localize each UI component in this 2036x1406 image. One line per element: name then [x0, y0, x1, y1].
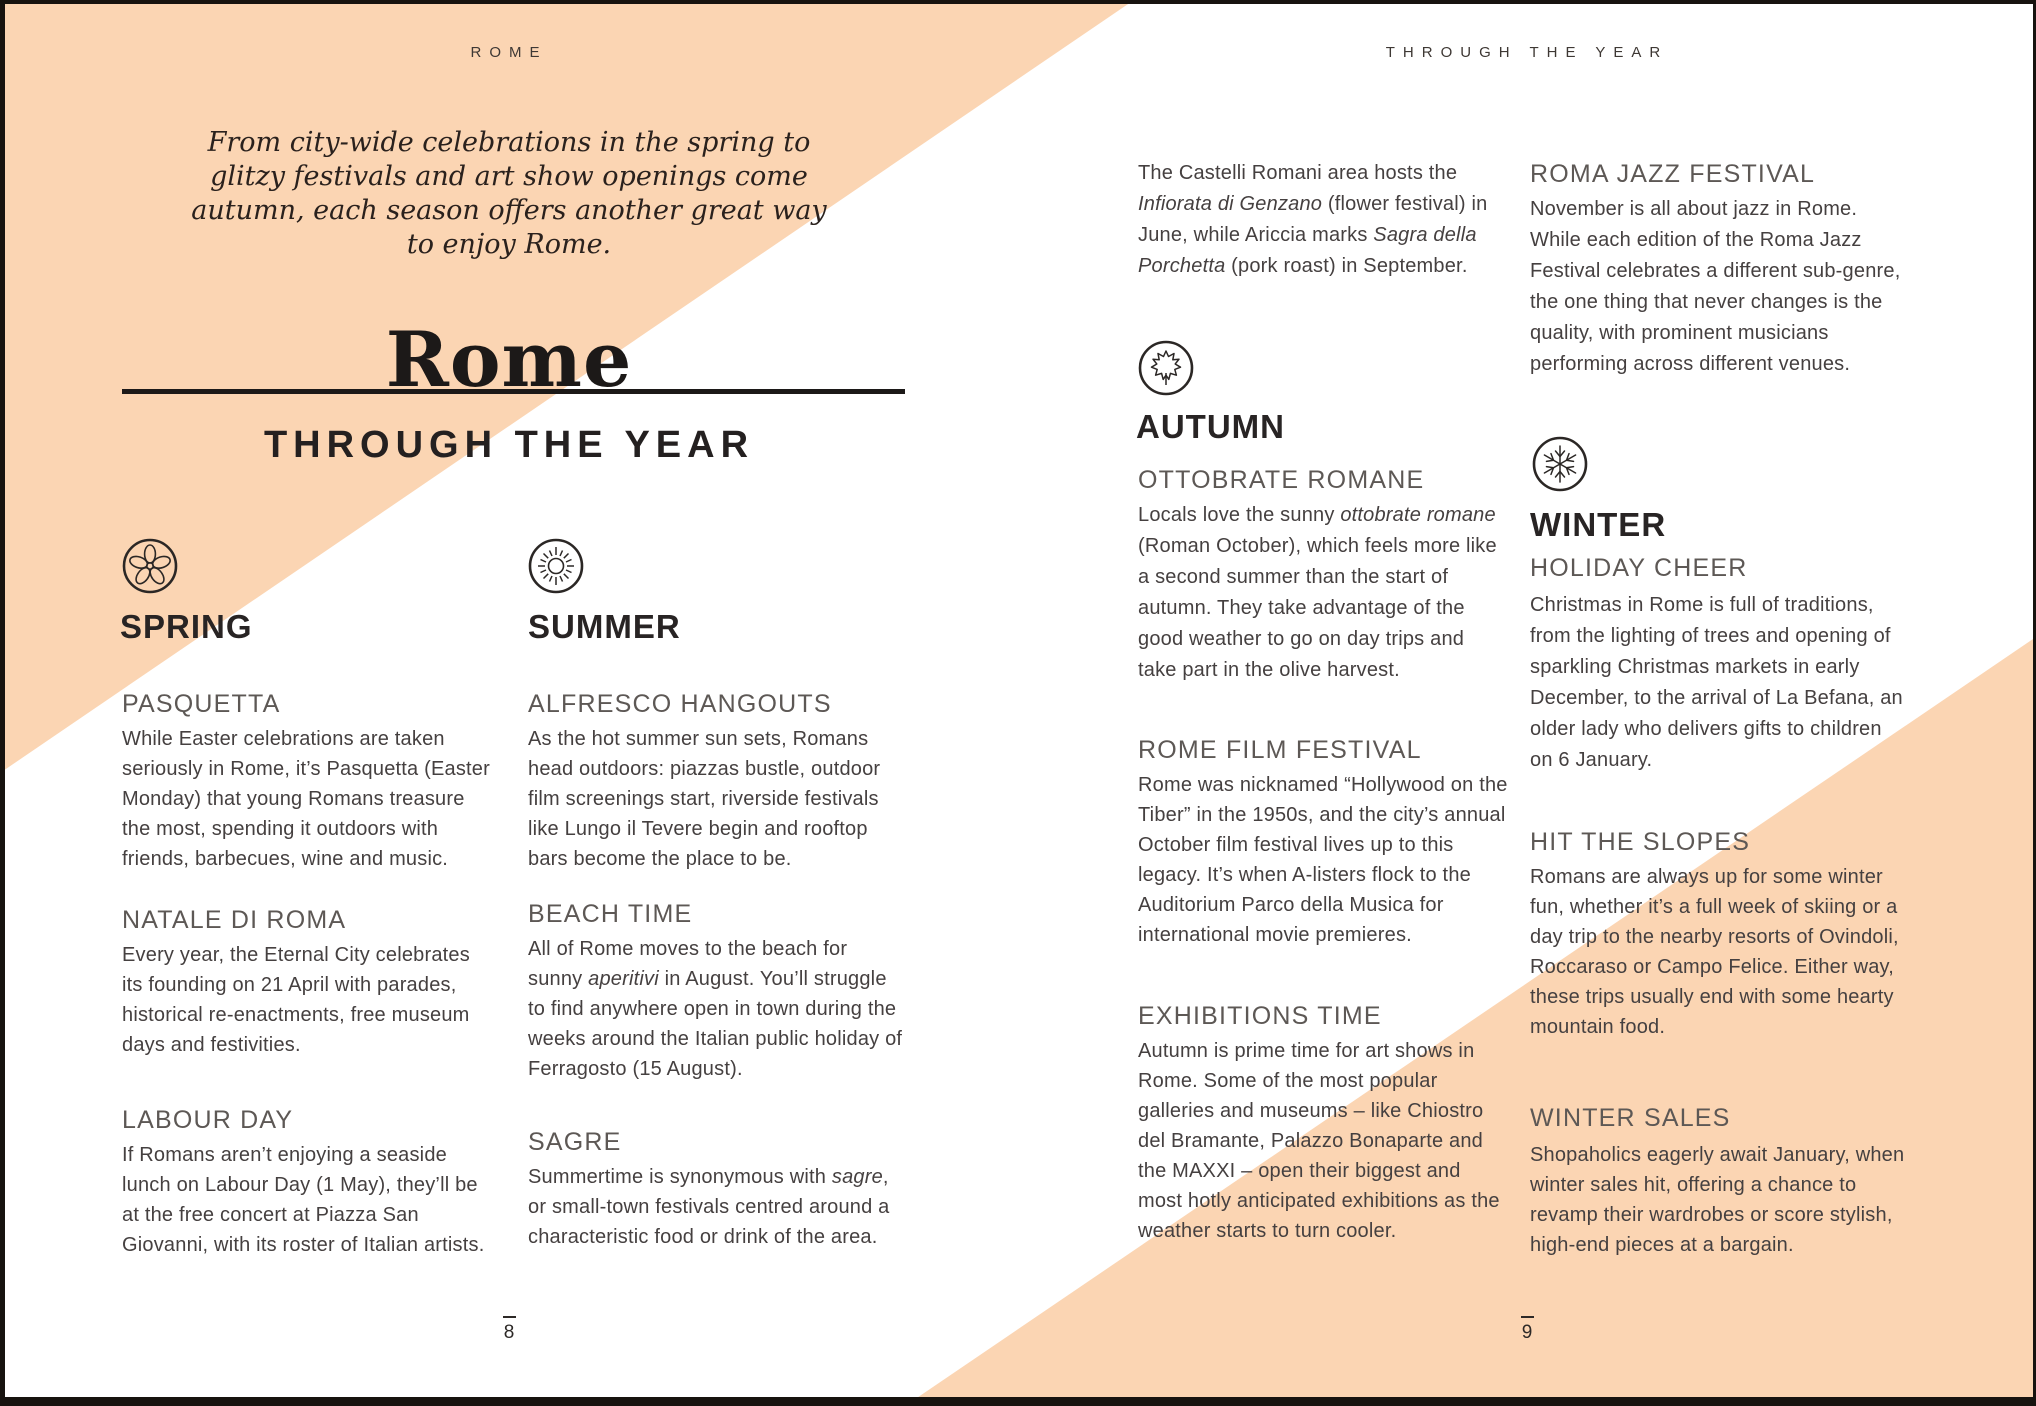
entry-body: Rome was nicknamed “Hollywood on the Tiber” in the 1950s, and the city’s annual October film festival lives up to this legacy. It’s when A-listers flock to the Auditorium Parco della Musica for international movie premieres.: [1138, 774, 1508, 946]
snowflake-icon: [1532, 436, 1588, 492]
entry-title-roma-jazz: ROMA JAZZ FESTIVAL: [1530, 160, 1816, 188]
page-number-left: [489, 1316, 529, 1344]
intro-quote: From city-wide celebrations in the spring to glitzy festivals and art show openings come autumn, each season offers another great way to enjoy Rome.: [191, 127, 827, 260]
entry-title: ALFRESCO HANGOUTS: [528, 690, 832, 718]
entry-title: EXHIBITIONS TIME: [1138, 1002, 1382, 1030]
entry-body: Summertime is synonymous with sagre, or small-town festivals centred around a characteristic food or drink of the area.: [528, 1166, 890, 1248]
scan-edge-left: [0, 0, 5, 1406]
entry-body: All of Rome moves to the beach for sunny aperitivi in August. You’ll struggle to find anywhere open in town during the weeks around the Italian public holiday of Ferragosto (15 August).: [528, 938, 903, 1080]
entry-body: As the hot summer sun sets, Romans head outdoors: piazzas bustle, outdoor film screenings start, riverside festivals like Lungo il Tevere begin and rooftop bars become the place to be.: [528, 728, 881, 870]
entry-title: HOLIDAY CHEER: [1530, 554, 1748, 582]
entry-title: NATALE DI ROMA: [122, 906, 347, 934]
page-number-rule: [503, 1316, 516, 1318]
flower-icon: [122, 538, 178, 594]
entry-title: ROME FILM FESTIVAL: [1138, 736, 1422, 764]
entry-body: Every year, the Eternal City celebrates its founding on 21 April with parades, historical re-enactments, free museum days and festivities.: [122, 944, 470, 1056]
running-head-right: THROUGH THE YEAR: [1385, 44, 1669, 61]
entry-body: Locals love the sunny ottobrate romane (Roman October), which feels more like a second summer than the start of autumn. They take advantage of the good weather to go on day trips and take part in the olive harvest.: [1138, 504, 1497, 681]
entry-title: LABOUR DAY: [122, 1106, 294, 1134]
sun-icon: [528, 538, 584, 594]
entry-title: SAGRE: [528, 1128, 622, 1156]
entry-body: If Romans aren’t enjoying a seaside lunch on Labour Day (1 May), they’ll be at the free concert at Piazza San Giovanni, with its roster of Italian artists.: [122, 1144, 485, 1256]
season-heading-autumn: AUTUMN: [1136, 408, 1285, 445]
entry-body: Autumn is prime time for art shows in Rome. Some of the most popular galleries and museums – like Chiostro del Bramante, Palazzo Bonaparte and the MAXXI – open their biggest and most hotly anticipated exhibitions as the weather starts to turn cooler.: [1138, 1040, 1500, 1242]
maple-leaf-icon: [1138, 340, 1194, 396]
entry-title: HIT THE SLOPES: [1530, 828, 1751, 856]
season-heading-summer: SUMMER: [528, 608, 681, 645]
page-title: Rome: [385, 315, 633, 404]
entry-title: PASQUETTA: [122, 690, 281, 718]
entry-body-roma-jazz: November is all about jazz in Rome. While each edition of the Roma Jazz Festival celebrates a different sub-genre, the one thing that never changes is the quality, with prominent musicians performing across different venues.: [1530, 198, 1901, 375]
page-subtitle: THROUGH THE YEAR: [263, 424, 755, 466]
entry-body: Shopaholics eagerly await January, when winter sales hit, offering a chance to revamp their wardrobes or score stylish, high-end pieces at a bargain.: [1530, 1144, 1905, 1256]
entry-body: Romans are always up for some winter fun, whether it’s a full week of skiing or a day trip to the nearby resorts of Ovindoli, Roccaraso or Campo Felice. Either way, these trips usually end with some hearty mountain food.: [1530, 866, 1899, 1038]
season-heading-winter: WINTER: [1530, 506, 1667, 543]
page-number-value: 9: [1521, 1322, 1533, 1343]
scan-edge-top: [0, 0, 2036, 4]
page-number-right: [1507, 1316, 1547, 1344]
continued-paragraph: The Castelli Romani area hosts the Infiorata di Genzano (flower festival) in June, while Ariccia marks Sagra della Porchetta (pork roast) in September.: [1138, 162, 1488, 277]
entry-title: BEACH TIME: [528, 900, 693, 928]
scan-edge-bottom: [0, 1397, 2036, 1406]
page-number-rule: [1521, 1316, 1534, 1318]
entry-title: WINTER SALES: [1530, 1104, 1731, 1132]
entry-title: OTTOBRATE ROMANE: [1138, 466, 1425, 494]
running-head-left: ROME: [470, 44, 548, 61]
entry-body: While Easter celebrations are taken seriously in Rome, it’s Pasquetta (Easter Monday) that young Romans treasure the most, spending it outdoors with friends, barbecues, wine and music.: [122, 728, 490, 870]
page-number-value: 8: [503, 1322, 515, 1343]
entry-body: Christmas in Rome is full of traditions, from the lighting of trees and opening of sparkling Christmas markets in early December, to the arrival of La Befana, an older lady who delivers gifts to children on 6 January.: [1530, 594, 1903, 771]
season-heading-spring: SPRING: [120, 608, 253, 645]
